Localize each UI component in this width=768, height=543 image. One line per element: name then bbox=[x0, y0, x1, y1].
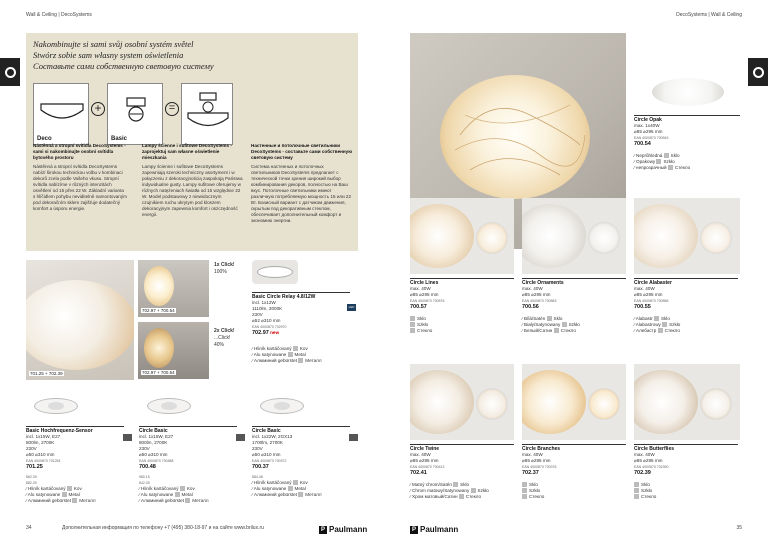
ean-code: EAN 4000870 700372 bbox=[252, 459, 287, 463]
glass-swatch-icon bbox=[634, 482, 639, 487]
basic-label: Basic bbox=[111, 136, 128, 142]
glass-swatch-icon bbox=[662, 322, 667, 327]
paulmann-logo: P Paulmann bbox=[320, 525, 368, 534]
glass-swatch-icon bbox=[410, 328, 415, 333]
lamp-image bbox=[144, 328, 174, 368]
finish-row: Sklo bbox=[522, 482, 626, 488]
spec-line: ⌀85 ⌀295 mm bbox=[410, 292, 439, 297]
relay-product bbox=[252, 292, 350, 364]
material-swatch-icon bbox=[185, 498, 190, 503]
deco-label: Deco bbox=[37, 136, 52, 142]
socket-bulb-icon bbox=[109, 88, 163, 132]
spec-line: max. 40W bbox=[634, 286, 655, 291]
glass-swatch-icon bbox=[410, 316, 415, 321]
accessory-code: 882.39 bbox=[26, 481, 37, 485]
finish-row: ⁄ Hliník kartáčovaný Kov bbox=[139, 486, 195, 491]
right-header: DecoSystems | Wall & Ceiling bbox=[676, 12, 742, 18]
ean-code: EAN 4000870 700576 bbox=[410, 299, 445, 303]
product-name: Circle Ornaments bbox=[522, 278, 626, 286]
intro-line-2: Stwórz sobie sam własny system oświetlenia bbox=[33, 50, 184, 60]
spec-line: incl. 1x15W, E27 bbox=[26, 434, 61, 439]
socket-image bbox=[254, 392, 310, 420]
column-body: Система настенных и потолочных светильников DecoSystems предлагает с технической точки зрения широкий выбор комбинирования декоров, полностью на Ваш вкус. Потолочные светильники имеют различную потребляемую мощность 15 или 22 Вт. Базисный вариант с датчиком движения, скрытым под декоративным стеклом, обеспечивает дополнительный комфорт и экономию энергии. bbox=[251, 164, 352, 223]
ring-icon bbox=[753, 67, 764, 78]
text-column-cz bbox=[33, 143, 127, 212]
lamp-detail-image bbox=[700, 222, 732, 254]
finish-row: Стекло bbox=[522, 494, 626, 500]
material-swatch-icon bbox=[62, 492, 67, 497]
product-block bbox=[634, 444, 738, 500]
spec-line: 230V bbox=[252, 446, 263, 451]
spec-line: max. 40W bbox=[522, 286, 543, 291]
finish-row: ⁄ Алебастр Стекло bbox=[634, 328, 680, 333]
material-swatch-icon bbox=[72, 498, 77, 503]
click-count-second: ...Click! bbox=[214, 335, 231, 341]
product-photo bbox=[410, 364, 514, 440]
assembled-lamp-icon bbox=[183, 87, 233, 141]
column-title: Nástěnná a stropní svítidla DecoSystems - sami si nakombinujte osobní svítidla bytového prostoru bbox=[33, 143, 126, 160]
product-block bbox=[139, 426, 237, 504]
accessory-code: 842.39 bbox=[139, 481, 150, 485]
product-name: Circle Opak bbox=[634, 115, 740, 123]
lamp-detail-image bbox=[700, 388, 732, 420]
spec-line: ⌀85 ⌀295 mm bbox=[522, 458, 551, 463]
spec-line: 1110lm, 3000K bbox=[252, 306, 283, 311]
product-name: Circle Basic bbox=[139, 426, 237, 434]
product-name: Circle Alabaster bbox=[634, 278, 738, 286]
spec-line: 230V bbox=[26, 446, 37, 451]
section-tab-left bbox=[0, 58, 20, 86]
click-count: 2x Click! bbox=[214, 328, 235, 334]
finish-row: Szkło bbox=[522, 488, 626, 494]
spec-line: max. 40W bbox=[410, 286, 431, 291]
photo-caption: 702.97 + 700.54 bbox=[142, 370, 175, 375]
intro-line-1: Nakombinujte si sami svůj osobní systém světel bbox=[33, 39, 194, 49]
product-price: 700.55 bbox=[634, 304, 651, 310]
finish-row: Стекло bbox=[634, 494, 738, 500]
glass-swatch-icon bbox=[522, 494, 527, 499]
product-price: 700.56 bbox=[522, 304, 539, 310]
material-swatch-icon bbox=[293, 346, 298, 351]
section-tab-right bbox=[748, 58, 768, 86]
ean-code: EAN 4000870 700563 bbox=[522, 299, 557, 303]
glass-swatch-icon bbox=[658, 328, 663, 333]
spec-line: 800lm, 2700K bbox=[139, 440, 168, 445]
material-swatch-icon bbox=[298, 358, 303, 363]
paulmann-p-icon: P bbox=[411, 526, 416, 533]
material-swatch-icon bbox=[298, 492, 303, 497]
click-percent: 100% bbox=[214, 269, 227, 275]
page-number-left: 34 bbox=[26, 525, 32, 531]
glass-swatch-icon bbox=[634, 494, 639, 499]
spec-line: max. 40W bbox=[522, 452, 543, 457]
product-photo bbox=[522, 198, 626, 274]
finish-row: ⁄ Alabastr Sklo bbox=[634, 316, 670, 321]
finish-row: ⁄ Alabastrowy Szkło bbox=[634, 322, 681, 327]
new-badge: new bbox=[270, 330, 280, 335]
finish-row: ⁄ Белый/Сатин Стекло bbox=[522, 328, 576, 333]
finish-row: ⁄ Alu satynowane Metal bbox=[26, 492, 80, 497]
left-header: Wall & Ceiling | DecoSystems bbox=[26, 12, 92, 18]
glass-swatch-icon bbox=[547, 316, 552, 321]
product-price: 702.37 bbox=[522, 470, 539, 476]
spec-line: ⌀50 ⌀310 mm bbox=[252, 452, 281, 457]
energy-label-icon bbox=[123, 434, 132, 441]
spec-line: ⌀50 ⌀310 mm bbox=[139, 452, 168, 457]
glass-swatch-icon bbox=[459, 494, 464, 499]
product-block bbox=[410, 444, 514, 500]
glass-swatch-icon bbox=[668, 165, 673, 170]
result-box bbox=[181, 83, 233, 145]
click-count: 1x Click! bbox=[214, 262, 235, 268]
ean-code: EAN 4000870 700556 bbox=[634, 299, 669, 303]
intro-box bbox=[26, 33, 358, 251]
product-price: 702.97 bbox=[252, 330, 269, 336]
product-block bbox=[522, 444, 626, 500]
product-name: Circle Lines bbox=[410, 278, 514, 286]
product-photo bbox=[522, 364, 626, 440]
product-photo bbox=[410, 198, 514, 274]
lamp-detail-image bbox=[476, 388, 508, 420]
spec-line: ⌀85 ⌀295 mm bbox=[634, 129, 663, 134]
spec-line: ⌀85 ⌀295 mm bbox=[410, 458, 439, 463]
lamp-image bbox=[410, 370, 474, 434]
finish-row: ⁄ Алюминий gebürstet Металл bbox=[252, 358, 322, 363]
glass-swatch-icon bbox=[522, 488, 527, 493]
glass-swatch-icon bbox=[664, 153, 669, 158]
opak-product bbox=[634, 115, 740, 171]
photo-lamp-on bbox=[138, 260, 209, 317]
finish-row: Sklo bbox=[634, 482, 738, 488]
equals-icon: = bbox=[165, 102, 179, 116]
product-price: 702.41 bbox=[410, 470, 427, 476]
material-swatch-icon bbox=[175, 492, 180, 497]
accessory-code: 980.15 bbox=[139, 475, 150, 479]
product-block bbox=[26, 426, 124, 504]
click-percent: 40% bbox=[214, 342, 225, 348]
intro-line-3: Составьте сами собственную световую систему bbox=[33, 61, 214, 71]
opak-image bbox=[634, 68, 740, 108]
spec-line: ⌀85 ⌀295 mm bbox=[634, 458, 663, 463]
led-badge: LED bbox=[348, 305, 355, 309]
product-price: 701.25 bbox=[26, 464, 43, 470]
ean-code: EAN 4000870 700488 bbox=[139, 459, 174, 463]
material-swatch-icon bbox=[67, 486, 72, 491]
lamp-detail-image bbox=[588, 222, 620, 254]
spec-line: incl. 1x22W, 2GX13 bbox=[252, 434, 293, 439]
spec-line: ⌀85 ⌀295 mm bbox=[634, 292, 663, 297]
product-price: 700.48 bbox=[139, 464, 156, 470]
product-block bbox=[522, 278, 626, 334]
glass-swatch-icon bbox=[634, 488, 639, 493]
relay-socket-image bbox=[252, 260, 298, 284]
deco-box bbox=[33, 83, 89, 145]
finish-row: ⁄ Алюминий gebürstet Металл bbox=[252, 492, 322, 497]
material-swatch-icon bbox=[293, 480, 298, 485]
energy-label-icon bbox=[236, 434, 245, 441]
column-title: Настенные и потолочные светильники DecoSystems - составьте сами собственную световую систему bbox=[251, 143, 353, 160]
finish-row: ⁄ Hliník kartáčovaný Kov bbox=[252, 480, 308, 485]
product-name: Circle Basic bbox=[252, 426, 350, 434]
basic-box bbox=[107, 83, 163, 145]
lamp-image bbox=[634, 370, 698, 434]
product-name: Circle Twine bbox=[410, 444, 514, 452]
product-photo bbox=[634, 364, 740, 440]
lamp-detail-image bbox=[588, 388, 620, 420]
ean-code: EAN 4000870 700413 bbox=[410, 465, 445, 469]
product-block bbox=[634, 278, 738, 334]
lamp-image bbox=[410, 204, 474, 268]
finish-row: ⁄ Алюминий gebürstet Металл bbox=[26, 498, 96, 503]
page-number-right: 35 bbox=[736, 525, 742, 531]
finish-row: ⁄ Alu satynowane Metal bbox=[252, 352, 306, 357]
product-name: Basic Circle Relay 4.8/12W bbox=[252, 292, 350, 300]
spec-line: max. 1x40W bbox=[634, 123, 660, 128]
glass-swatch-icon bbox=[410, 322, 415, 327]
lamp-image bbox=[144, 266, 174, 306]
product-block bbox=[252, 426, 350, 498]
lamp-image bbox=[522, 204, 586, 268]
spec-line: ⌀85 ⌀295 mm bbox=[522, 292, 551, 297]
photo-caption: 701.25 + 702.39 bbox=[30, 371, 63, 376]
spec-line: ⌀52 ⌀310 mm bbox=[252, 318, 281, 323]
accessory-code: 862.39 bbox=[26, 475, 37, 479]
spec-line: 230V bbox=[139, 446, 150, 451]
column-body: Nástěnná a stropní svítidla DecoSystems nabízí širokou technickou volbu v kombinaci dekorů zcela podle Vašeho vkusu. Stropní svítidla nabízíme v různých intenzitách osvětlení od 15 přes 22 W. Základní varianta s hlíčidlem pohybu neviditelně namontovaným pod dekoračním sklem zajišťuje dodatečný komfort a úsporu energie. bbox=[33, 164, 127, 211]
column-title: Lampy ścienne i sufitowe DecoSystems - zaprojektuj sam własne oświetlenie mieszkania bbox=[142, 143, 232, 160]
product-price: 702.39 bbox=[634, 470, 651, 476]
material-swatch-icon bbox=[180, 486, 185, 491]
product-photo bbox=[634, 198, 740, 274]
finish-row: ⁄ Hliník kartáčovaný Kov bbox=[26, 486, 82, 491]
spec-line: 800lm, 2700K bbox=[26, 440, 55, 445]
lamp-image bbox=[634, 204, 698, 268]
socket-image bbox=[28, 392, 84, 420]
finish-row: ⁄ Bílá/Satén Sklo bbox=[522, 316, 563, 321]
deco-shade-icon bbox=[35, 96, 89, 136]
ean-code: EAN 4000870 701254 bbox=[26, 459, 61, 463]
column-body: Lampy ścienne i sufitowe DecoSystems zapewniają szeroki techniczny asortyment i w połączeniu z dekoracyjnością zaspokoją Państwa indywidualne gusty. Lampy sufitowe oferujemy w różnych natężeniach światła od 15 względnie 22 W. Model podstawowy z niewidocznym czujnikiem ruchu ukrytym pod kloszem dekoracyjnym zapewnia komfort i oszczędność energii. bbox=[142, 164, 243, 217]
lamp-image bbox=[522, 370, 586, 434]
spec-line: 230V bbox=[252, 312, 263, 317]
product-block bbox=[410, 278, 514, 334]
lamp-image bbox=[26, 280, 134, 370]
glass-swatch-icon bbox=[522, 482, 527, 487]
spec-line: incl. 1x15W, E27 bbox=[139, 434, 174, 439]
lamp-detail-image bbox=[476, 222, 508, 254]
footer-info: Дополнительная информация по телефону +7 (495) 380-18-97 и на сайте www.brilux.ru bbox=[62, 525, 264, 531]
finish-row: Szkło bbox=[634, 488, 738, 494]
text-column-pl bbox=[142, 143, 244, 218]
spec-line: max. 40W bbox=[410, 452, 431, 457]
material-swatch-icon bbox=[288, 486, 293, 491]
accessory-code: 884.48 bbox=[252, 475, 263, 479]
finish-row: ⁄ Хром матовый/Сатин Стекло bbox=[410, 494, 482, 499]
spec-line: ⌀50 ⌀310 mm bbox=[26, 452, 55, 457]
product-price: 700.37 bbox=[252, 464, 269, 470]
glass-swatch-icon bbox=[453, 482, 458, 487]
spec-line: incl. 1x12W bbox=[252, 300, 276, 305]
finish-row: ⁄ Opakowy Szkło bbox=[634, 159, 675, 164]
lines-pattern bbox=[440, 75, 590, 199]
finish-row: Szkło bbox=[410, 322, 514, 328]
ean-code: EAN 4000870 700376 bbox=[522, 465, 557, 469]
paulmann-p-icon: P bbox=[320, 526, 325, 533]
finish-row: ⁄ Matný chrom/Satén Sklo bbox=[410, 482, 470, 487]
spec-line: 1700lm, 2700K bbox=[252, 440, 283, 445]
lamp-image bbox=[440, 75, 590, 199]
finish-row: ⁄ Biały/Satynowany Szkło bbox=[522, 322, 580, 327]
finish-row: ⁄ Hliník kartáčovaný Kov bbox=[252, 346, 308, 351]
product-name: Circle Butterflies bbox=[634, 444, 738, 452]
finish-row: Sklo bbox=[410, 316, 514, 322]
product-name: Basic Hochfrequenz-Sensor bbox=[26, 426, 124, 434]
finish-row: ⁄ Алюминий gebürstet Металл bbox=[139, 498, 209, 503]
ean-code: EAN 4000870 702970 bbox=[252, 325, 287, 329]
product-price: 700.54 bbox=[634, 141, 651, 147]
right-page bbox=[384, 0, 768, 543]
glass-swatch-icon bbox=[656, 159, 661, 164]
click-info-1 bbox=[214, 262, 235, 276]
finish-row: ⁄ Alu satynowane Metal bbox=[139, 492, 193, 497]
ean-code: EAN 4000870 700549 bbox=[634, 136, 669, 140]
finish-row: ⁄ Alu satynowane Metal bbox=[252, 486, 306, 491]
ean-code: EAN 4000870 702390 bbox=[634, 465, 669, 469]
finish-row: Стекло bbox=[410, 328, 514, 334]
material-swatch-icon bbox=[288, 352, 293, 357]
click-info-2 bbox=[214, 328, 235, 349]
energy-label-icon bbox=[349, 434, 358, 441]
product-price: 700.57 bbox=[410, 304, 427, 310]
photo-lamp-dim bbox=[138, 322, 209, 379]
glass-swatch-icon bbox=[562, 322, 567, 327]
paulmann-logo: P Paulmann bbox=[411, 525, 459, 534]
finish-row: ⁄ Neprůhledná Sklo bbox=[634, 153, 680, 158]
glass-swatch-icon bbox=[654, 316, 659, 321]
glass-swatch-icon bbox=[471, 488, 476, 493]
spec-line: max. 40W bbox=[634, 452, 655, 457]
plus-icon: + bbox=[91, 102, 105, 116]
text-column-ru bbox=[251, 143, 353, 224]
photo-lamp-large bbox=[26, 260, 134, 380]
ring-icon bbox=[5, 67, 16, 78]
glass-swatch-icon bbox=[554, 328, 559, 333]
photo-caption: 702.97 + 700.54 bbox=[142, 308, 175, 313]
product-name: Circle Branches bbox=[522, 444, 626, 452]
socket-image bbox=[141, 392, 197, 420]
finish-row: ⁄ Chrom matowy/Satynowany Szkło bbox=[410, 488, 489, 493]
finish-row: ⁄ непрозрачный Стекло bbox=[634, 165, 691, 170]
